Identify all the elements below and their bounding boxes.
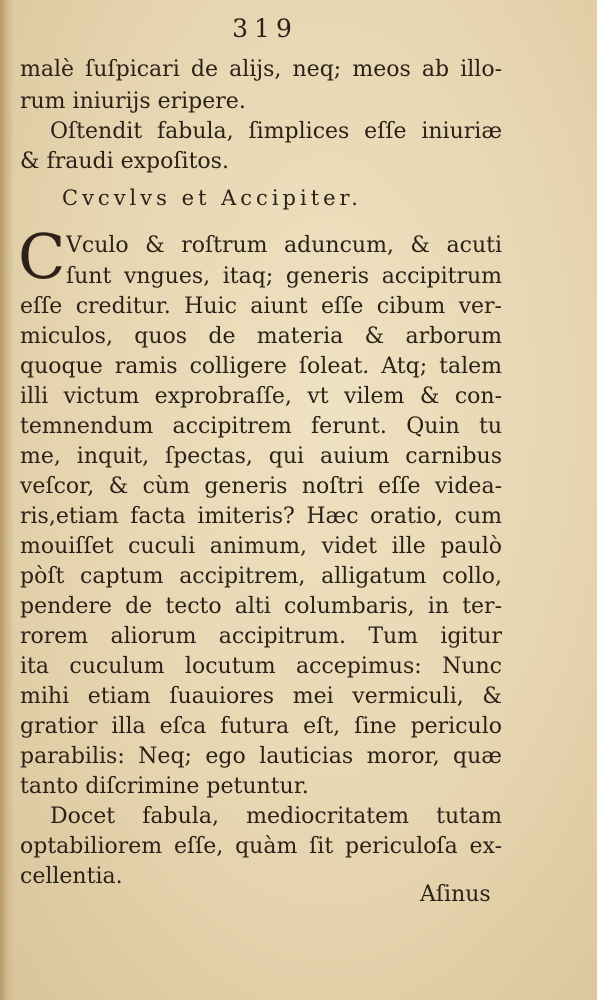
page-spine-shadow [0,0,14,1000]
text-line: rorem aliorum accipitrum. Tum igitur [20,624,502,649]
text-line: veſcor, & cùm generis noſtri eſſe videa- [20,474,502,499]
text-line: quoque ramis colligere ſoleat. Atq; talem [20,354,502,379]
text-line: mouiſſet cuculi animum, videt ille paulò [20,534,502,559]
drop-cap: C [18,220,66,293]
text-line: cellentia. [20,864,123,889]
text-line: mihi etiam ſuauiores mei vermiculi, & [20,684,502,709]
text-line: gratior illa eſca futura eſt, ſine periculo [20,714,502,739]
text-line: me, inquit, ſpectas, qui auium carnibus [20,444,502,469]
text-line: illi victum exprobraſſe, vt vilem & con- [20,384,502,409]
text-line: ſunt vngues, itaq; generis accipitrum [66,264,502,289]
text-line: ita cuculum locutum accepimus: Nunc [20,654,502,679]
text-line: Vculo & roſtrum aduncum, & acuti [66,233,502,258]
text-line: tanto diſcrimine petuntur. [20,774,309,799]
text-line: rum iniurijs eripere. [20,89,246,114]
fable-title: Cvcvlvs et Accipiter. [62,186,362,210]
text-line: miculos, quos de materia & arborum [20,324,502,349]
catchword: Aſinus [420,882,491,907]
text-line: ris,etiam facta imiteris? Hæc oratio, cum [20,504,502,529]
text-line: & fraudi expoſitos. [20,149,229,174]
text-line: Docet fabula, mediocritatem tutam [50,804,502,829]
text-line: pòſt captum accipitrem, alligatum collo, [20,564,502,589]
text-line: malè ſuſpicari de alijs, neq; meos ab illo- [20,57,502,82]
text-line: pendere de tecto alti columbaris, in ter- [20,594,502,619]
text-line: parabilis: Neq; ego lauticias moror, quæ [20,744,502,769]
text-line: temnendum accipitrem ferunt. Quin tu [20,414,502,439]
text-line: optabiliorem eſſe, quàm ſit periculoſa ex- [20,834,502,859]
page-number: 319 [232,14,298,43]
text-line: eſſe creditur. Huic aiunt eſſe cibum ver- [20,294,502,319]
text-line: Oſtendit fabula, ſimplices eſſe iniuriæ [50,119,502,144]
